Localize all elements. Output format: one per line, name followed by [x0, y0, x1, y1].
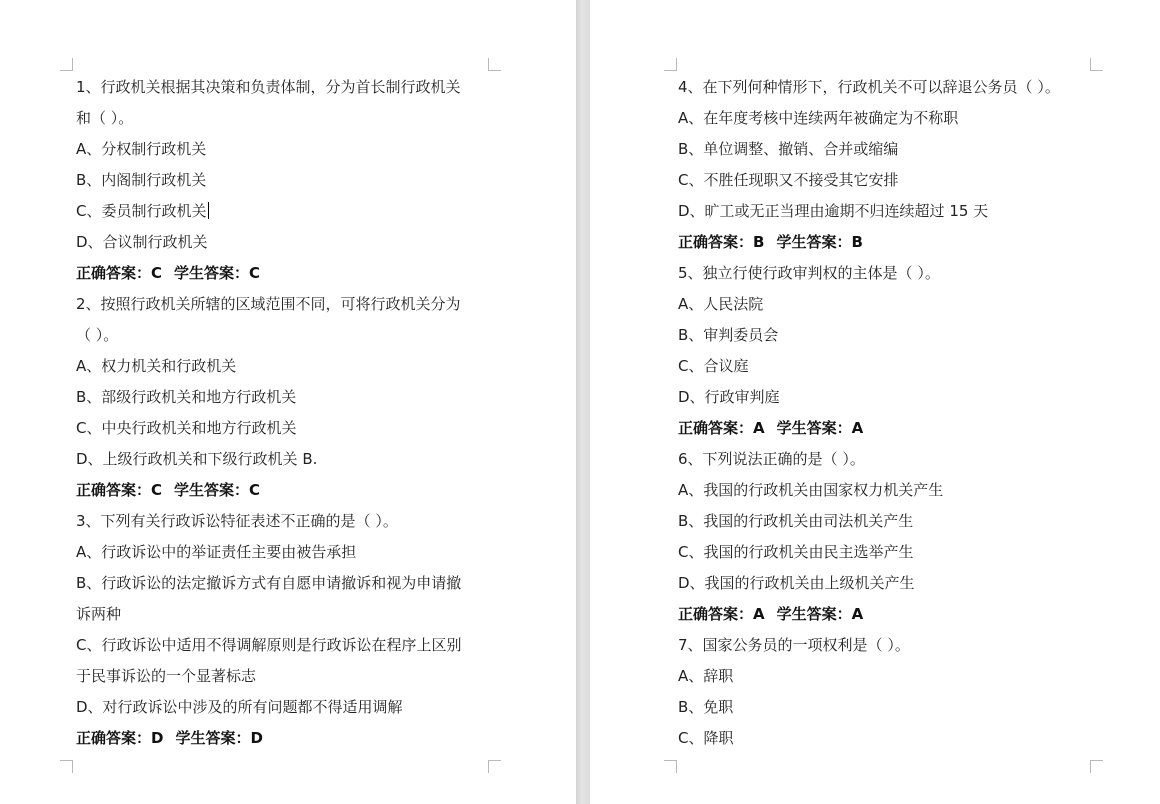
page-corner-mark — [488, 58, 501, 71]
page-corner-mark — [60, 760, 73, 773]
answer-line — [76, 475, 500, 506]
page-text-column[interactable] — [76, 72, 500, 754]
answer-line — [76, 258, 500, 289]
line-text: C、我国的行政机关由民主选举产生 — [678, 543, 914, 561]
line-text: D、合议制行政机关 — [76, 233, 208, 251]
document-page-right — [590, 0, 1160, 804]
option-line — [76, 630, 500, 661]
question-line — [678, 258, 1098, 289]
option-line — [678, 506, 1098, 537]
line-text: （ ）。 — [76, 326, 119, 344]
line-text: D、旷工或无正当理由逾期不归连续超过 15 天 — [678, 202, 989, 220]
answer-line — [678, 599, 1098, 630]
line-text: B、行政诉讼的法定撤诉方式有自愿申请撤诉和视为申请撤 — [76, 574, 462, 592]
student-answer: 学生答案：A — [776, 419, 864, 437]
page-corner-mark — [60, 58, 73, 71]
student-answer: 学生答案：B — [776, 233, 863, 251]
option-line — [678, 382, 1098, 413]
question-line — [76, 506, 500, 537]
option-line — [76, 382, 500, 413]
option-line — [678, 537, 1098, 568]
line-text: A、人民法院 — [678, 295, 764, 313]
option-line — [76, 351, 500, 382]
option-line — [76, 661, 500, 692]
line-text: D、上级行政机关和下级行政机关 B. — [76, 450, 318, 468]
option-line — [76, 196, 500, 227]
option-line — [76, 134, 500, 165]
document-page-left — [0, 0, 576, 804]
line-text: B、内阁制行政机关 — [76, 171, 207, 189]
text-cursor — [208, 202, 209, 219]
line-text: 5、独立行使行政审判权的主体是（ ）。 — [678, 264, 940, 282]
line-text: B、我国的行政机关由司法机关产生 — [678, 512, 914, 530]
line-text: 1、行政机关根据其决策和负责体制，分为首长制行政机关 — [76, 78, 461, 96]
correct-answer: 正确答案：C — [76, 264, 163, 282]
line-text: 7、国家公务员的一项权利是（ ）。 — [678, 636, 910, 654]
correct-answer: 正确答案：B — [678, 233, 765, 251]
option-line — [76, 692, 500, 723]
option-line — [678, 103, 1098, 134]
line-text: 诉两种 — [76, 605, 122, 623]
line-text: B、部级行政机关和地方行政机关 — [76, 388, 297, 406]
question-line — [76, 72, 500, 103]
correct-answer: 正确答案：A — [678, 605, 765, 623]
line-text: C、委员制行政机关 — [76, 202, 207, 220]
line-text: A、分权制行政机关 — [76, 140, 207, 158]
option-line — [678, 692, 1098, 723]
line-text: 4、在下列何种情形下，行政机关不可以辞退公务员（ ）。 — [678, 78, 1060, 96]
line-text: A、在年度考核中连续两年被确定为不称职 — [678, 109, 959, 127]
line-text: B、免职 — [678, 698, 734, 716]
option-line — [678, 568, 1098, 599]
answer-line — [76, 723, 500, 754]
option-line — [678, 661, 1098, 692]
answer-line — [678, 413, 1098, 444]
answer-line — [678, 227, 1098, 258]
question-line — [678, 444, 1098, 475]
option-line — [76, 537, 500, 568]
option-line — [76, 165, 500, 196]
line-text: 6、下列说法正确的是（ ）。 — [678, 450, 865, 468]
option-line — [678, 475, 1098, 506]
line-text: D、对行政诉讼中涉及的所有问题都不得适用调解 — [76, 698, 403, 716]
line-text: C、降职 — [678, 729, 734, 747]
line-text: A、辞职 — [678, 667, 734, 685]
line-text: 于民事诉讼的一个显著标志 — [76, 667, 257, 685]
page-corner-mark — [664, 58, 677, 71]
question-line — [76, 103, 500, 134]
line-text: C、中央行政机关和地方行政机关 — [76, 419, 297, 437]
line-text: C、不胜任现职又不接受其它安排 — [678, 171, 899, 189]
page-text-column[interactable] — [678, 72, 1098, 754]
line-text: A、权力机关和行政机关 — [76, 357, 237, 375]
question-line — [76, 289, 500, 320]
line-text: D、行政审判庭 — [678, 388, 780, 406]
page-corner-mark — [1090, 58, 1103, 71]
option-line — [678, 320, 1098, 351]
line-text: 2、按照行政机关所辖的区域范围不同，可将行政机关分为 — [76, 295, 461, 313]
page-corner-mark — [1090, 760, 1103, 773]
line-text: A、行政诉讼中的举证责任主要由被告承担 — [76, 543, 357, 561]
student-answer: 学生答案：A — [776, 605, 864, 623]
option-line — [678, 723, 1098, 754]
correct-answer: 正确答案：A — [678, 419, 765, 437]
question-line — [678, 72, 1098, 103]
option-line — [678, 165, 1098, 196]
correct-answer: 正确答案：C — [76, 481, 163, 499]
question-line — [76, 320, 500, 351]
option-line — [76, 444, 500, 475]
option-line — [76, 227, 500, 258]
line-text: 3、下列有关行政诉讼特征表述不正确的是（ ）。 — [76, 512, 398, 530]
line-text: B、审判委员会 — [678, 326, 779, 344]
line-text: B、单位调整、撤销、合并或缩编 — [678, 140, 899, 158]
student-answer: 学生答案：C — [174, 264, 261, 282]
option-line — [76, 568, 500, 599]
option-line — [678, 289, 1098, 320]
student-answer: 学生答案：D — [175, 729, 263, 747]
option-line — [678, 196, 1098, 227]
option-line — [76, 413, 500, 444]
line-text: A、我国的行政机关由国家权力机关产生 — [678, 481, 944, 499]
line-text: 和（ ）。 — [76, 109, 134, 127]
line-text: C、合议庭 — [678, 357, 749, 375]
page-corner-mark — [664, 760, 677, 773]
student-answer: 学生答案：C — [174, 481, 261, 499]
page-gutter — [576, 0, 590, 804]
option-line — [678, 351, 1098, 382]
question-line — [678, 630, 1098, 661]
line-text: C、行政诉讼中适用不得调解原则是行政诉讼在程序上区别 — [76, 636, 462, 654]
correct-answer: 正确答案：D — [76, 729, 164, 747]
option-line — [678, 134, 1098, 165]
page-corner-mark — [488, 760, 501, 773]
line-text: D、我国的行政机关由上级机关产生 — [678, 574, 915, 592]
option-line — [76, 599, 500, 630]
